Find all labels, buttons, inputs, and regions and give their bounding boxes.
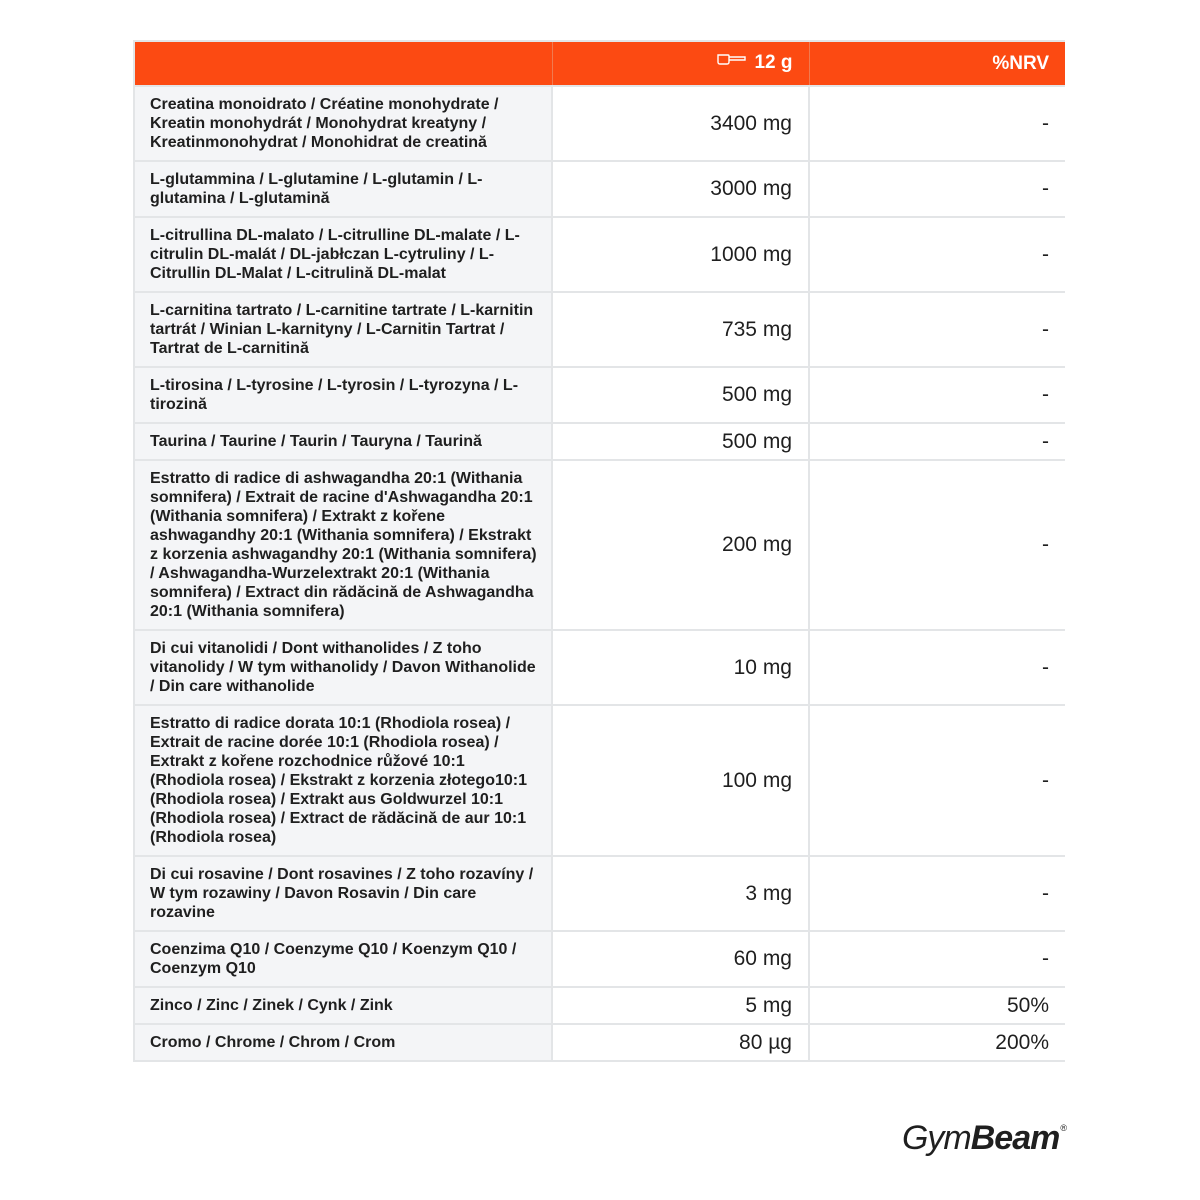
ingredient-name: L-tirosina / L-tyrosine / L-tyrosin / L-tyrozyna / L-tirozină <box>135 367 552 423</box>
table-row <box>135 460 1065 630</box>
table-row <box>135 86 1065 161</box>
table-row <box>135 987 1065 1024</box>
logo-text-beam: Beam <box>970 1119 1060 1157</box>
ingredient-name: Estratto di radice dorata 10:1 (Rhodiola rosea) / Extrait de racine dorée 10:1 (Rhodiola rosea) / Extrakt z kořene rozchodnice růžové 10:1 (Rhodiola rosea) / Ekstrakt z korzenia złotego10:1 (Rhodiola rosea) / Extrakt aus Goldwurzel 10:1 (Rhodiola rosea) / Extract de rădăcină de aur 10:1 (Rhodiola rosea) <box>135 705 552 856</box>
amount-value: 3000 mg <box>552 161 809 217</box>
nrv-value: - <box>809 86 1065 161</box>
table-row <box>135 217 1065 292</box>
amount-value: 735 mg <box>552 292 809 367</box>
amount-value: 10 mg <box>552 630 809 705</box>
amount-value: 200 mg <box>552 460 809 630</box>
ingredient-name: L-carnitina tartrato / L-carnitine tartrate / L-karnitin tartrát / Winian L-karnityny / L-Carnitin Tartrat / Tartrat de L-carnitină <box>135 292 552 367</box>
table-header <box>135 42 1065 86</box>
table-row <box>135 161 1065 217</box>
header-serving-cell <box>552 42 809 86</box>
ingredient-name: Estratto di radice di ashwagandha 20:1 (Withania somnifera) / Extrait de racine d'Ashwagandha 20:1 (Withania somnifera) / Extrakt z kořene ashwagandhy 20:1 (Withania somnifera) / Ekstrakt z korzenia ashwagandhy 20:1 (Withania somnifera) / Ashwagandha-Wurzelextrakt 20:1 (Withania somnifera) / Extract din rădăcină de Ashwagandha 20:1 (Withania somnifera) <box>135 460 552 630</box>
ingredient-name: Taurina / Taurine / Taurin / Tauryna / Taurină <box>135 423 552 460</box>
header-ingredient-cell <box>135 42 552 86</box>
amount-value: 3400 mg <box>552 86 809 161</box>
nutrition-table-container <box>133 40 1065 1062</box>
ingredient-name: Zinco / Zinc / Zinek / Cynk / Zink <box>135 987 552 1024</box>
nutrition-table <box>135 42 1065 1060</box>
table-row <box>135 292 1065 367</box>
table-row <box>135 630 1065 705</box>
nrv-value: - <box>809 292 1065 367</box>
table-row <box>135 1024 1065 1060</box>
amount-value: 80 µg <box>552 1024 809 1060</box>
ingredient-name: L-citrullina DL-malato / L-citrulline DL-malate / L-citrulin DL-malát / DL-jabłczan L-cytruliny / L-Citrullin DL-Malat / L-citrulină DL-malat <box>135 217 552 292</box>
table-body <box>135 86 1065 1060</box>
amount-value: 500 mg <box>552 423 809 460</box>
table-row <box>135 705 1065 856</box>
nrv-value: - <box>809 705 1065 856</box>
nrv-value: - <box>809 161 1065 217</box>
nrv-value: 50% <box>809 987 1065 1024</box>
nrv-value: - <box>809 460 1065 630</box>
nrv-value: - <box>809 217 1065 292</box>
nrv-value: - <box>809 931 1065 987</box>
ingredient-name: L-glutammina / L-glutamine / L-glutamin / L-glutamina / L-glutamină <box>135 161 552 217</box>
scoop-icon <box>716 50 746 72</box>
gymbeam-logo <box>902 1119 1066 1158</box>
amount-value: 500 mg <box>552 367 809 423</box>
amount-value: 5 mg <box>552 987 809 1024</box>
nrv-value: - <box>809 856 1065 931</box>
nrv-value: 200% <box>809 1024 1065 1060</box>
serving-size-label: 12 g <box>754 52 793 74</box>
amount-value: 3 mg <box>552 856 809 931</box>
header-nrv-cell <box>809 42 1065 86</box>
nrv-value: - <box>809 630 1065 705</box>
ingredient-name: Cromo / Chrome / Chrom / Crom <box>135 1024 552 1060</box>
ingredient-name: Creatina monoidrato / Créatine monohydrate / Kreatin monohydrát / Monohydrat kreatyny / Kreatinmonohydrat / Monohidrat de creatină <box>135 86 552 161</box>
registered-mark: ® <box>1060 1123 1066 1133</box>
ingredient-name: Di cui vitanolidi / Dont withanolides / Z toho vitanolidy / W tym withanolidy / Davon Withanolide / Din care withanolide <box>135 630 552 705</box>
nrv-value: - <box>809 423 1065 460</box>
table-row <box>135 931 1065 987</box>
amount-value: 100 mg <box>552 705 809 856</box>
table-row <box>135 856 1065 931</box>
table-row <box>135 367 1065 423</box>
ingredient-name: Di cui rosavine / Dont rosavines / Z toho rozavíny / W tym rozawiny / Davon Rosavin / Din care rozavine <box>135 856 552 931</box>
nrv-value: - <box>809 367 1065 423</box>
amount-value: 1000 mg <box>552 217 809 292</box>
amount-value: 60 mg <box>552 931 809 987</box>
logo-text-gym: Gym <box>901 1119 971 1157</box>
ingredient-name: Coenzima Q10 / Coenzyme Q10 / Koenzym Q10 / Coenzym Q10 <box>135 931 552 987</box>
nrv-label: %NRV <box>992 52 1049 74</box>
table-row <box>135 423 1065 460</box>
